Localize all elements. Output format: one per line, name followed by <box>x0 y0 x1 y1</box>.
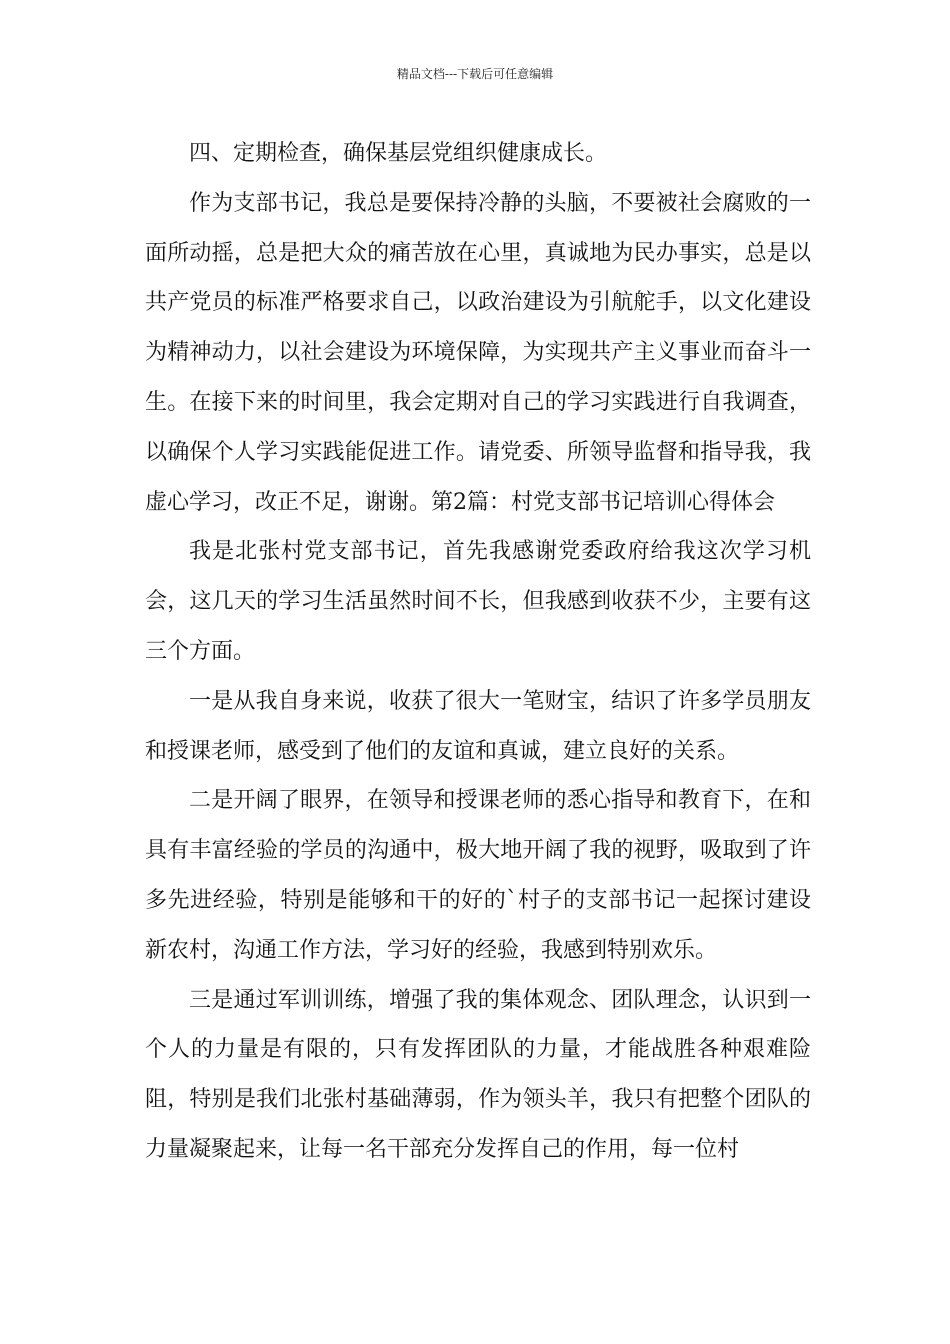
paragraph-secretary-statement: 作为支部书记，我总是要保持冷静的头脑，不要被社会腐败的一面所动摇，总是把大众的痛苦放在心里，真诚地为民办事实，总是以共产党员的标准严格要求自己，以政治建设为引航舵手，以文化建设为精神动力，以社会建设为环境保障，为实现共产主义事业而奋斗一生。在接下来的时间里，我会定期对自己的学习实践进行自我调查，以确保个人学习实践能促进工作。请党委、所领导监督和指导我，我虚心学习，改正不足，谢谢。第2篇：村党支部书记培训心得体会 <box>145 190 811 515</box>
paragraph-point-three: 三是通过军训训练，增强了我的集体观念、团队理念，认识到一个人的力量是有限的，只有发挥团队的力量，才能战胜各种艰难险阻，特别是我们北张村基础薄弱，作为领头羊，我只有把整个团队的力量凝聚起来，让每一名干部充分发挥自己的作用，每一位村 <box>145 987 811 1162</box>
paragraph-introduction: 我是北张村党支部书记，首先我感谢党委政府给我这次学习机会，这几天的学习生活虽然时间不长，但我感到收获不少，主要有这三个方面。 <box>145 539 811 664</box>
document-body <box>145 129 811 1175</box>
paragraph-point-two: 二是开阔了眼界，在领导和授课老师的悉心指导和教育下，在和具有丰富经验的学员的沟通中，极大地开阔了我的视野，吸取到了许多先进经验，特别是能够和干的好的`村子的支部书记一起探讨建设新农村，沟通工作方法，学习好的经验，我感到特别欢乐。 <box>145 788 811 963</box>
paragraph-section-four: 四、定期检查，确保基层党组织健康成长。 <box>189 141 608 166</box>
page-header: 精品文档---下载后可任意编辑 <box>396 67 554 81</box>
paragraph-point-one: 一是从我自身来说，收获了很大一笔财宝，结识了许多学员朋友和授课老师，感受到了他们的友谊和真诚，建立良好的关系。 <box>145 688 811 764</box>
